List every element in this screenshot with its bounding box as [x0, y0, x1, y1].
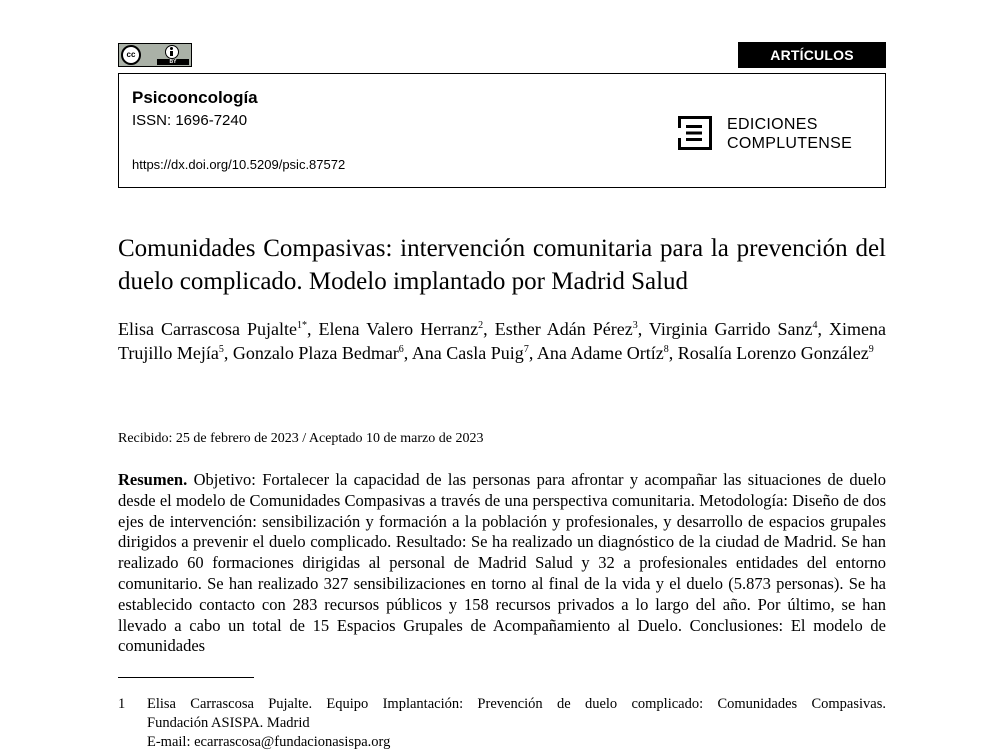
attribution-icon	[165, 45, 179, 59]
author-name: Ana Adame Ortíz	[536, 343, 664, 363]
author-affiliation-mark: 5	[218, 344, 224, 355]
cc-by-label: BY	[157, 59, 189, 65]
abstract-label: Resumen.	[118, 470, 188, 489]
author-affiliation-mark: 8	[663, 344, 669, 355]
author-affiliation-mark: 1*	[297, 320, 307, 331]
author-affiliation-mark: 9	[868, 344, 874, 355]
publisher-name	[727, 115, 852, 153]
footnote-number: 1	[118, 696, 126, 712]
publisher-name-line2: COMPLUTENSE	[727, 135, 853, 152]
ediciones-complutense-logo	[678, 116, 712, 150]
footnote-text	[147, 695, 886, 733]
footnote-rule	[118, 677, 254, 678]
footnote-line-1: Elisa Carrascosa Pujalte. Equipo Implantación: Prevención de duelo complicado: Comunidades Compasivas.	[147, 696, 886, 712]
journal-name: Psicooncología	[132, 88, 258, 107]
journal-issn: ISSN: 1696-7240	[132, 112, 248, 129]
author-name: Rosalía Lorenzo González	[677, 343, 869, 363]
author-name: Ximena Trujillo Mejía	[118, 319, 887, 363]
author-name: Esther Adán Pérez	[494, 319, 633, 339]
journal-doi-link[interactable]: https://dx.doi.org/10.5209/psic.87572	[132, 157, 346, 172]
author-affiliation-mark: 3	[632, 320, 638, 331]
section-tag: ARTÍCULOS	[738, 42, 886, 68]
footnote-line-2: Fundación ASISPA. Madrid	[147, 715, 310, 731]
article-title: Comunidades Compasivas: intervención comunitaria para la prevención del duelo complicado. Modelo implantado por Madrid Salud	[118, 235, 886, 295]
author-name: Gonzalo Plaza Bedmar	[232, 343, 399, 363]
abstract	[118, 470, 886, 657]
author-list: Elisa Carrascosa Pujalte$^{1*}$, Elena Valero Herranz$^2$, Esther Adán Pérez$^3$, Virginia Garrido Sanz$^4$, Ximena Trujillo Mejía$^5$, Gonzalo Plaza Bedmar$^6$, Ana Casla Puig$^7$, Ana Adame Ortíz$^8$, Rosalía Lorenzo González$^9$	[118, 319, 887, 363]
cc-by-license-badge	[118, 43, 192, 67]
abstract-text: Objetivo: Fortalecer la capacidad de las personas para afrontar y acompañar las situaciones de duelo desde el modelo de Comunidades Compasivas a través de una perspectiva comunitaria. Metodología: Diseño de dos ejes de intervención: sensibilización y formación a la población y profesionales, y desarrollo de espacios grupales dirigidos a prevenir el duelo complicado. Resultado: Se ha realizado un diagnóstico de la ciudad de Madrid. Se han realizado 60 formaciones dirigidas al personal de Madrid Salud y 32 a profesionales entidades del entorno comunitario. Se han realizado 327 sensibilizaciones en torno al final de la vida y el duelo (5.873 personas). Se ha establecido contacto con 283 recursos públicos y 158 recursos privados a lo largo del año. Por último, se han llevado a cabo un total de 15 Espacios Grupales de Acompañamiento al Duelo. Conclusiones: El modelo de comunidades	[118, 470, 887, 656]
creative-commons-icon: cc	[121, 45, 141, 65]
author-name: Elisa Carrascosa Pujalte	[118, 319, 297, 339]
author-affiliation-mark: 7	[523, 344, 529, 355]
author-affiliation-mark: 4	[812, 320, 818, 331]
author-name: Virginia Garrido Sanz	[648, 319, 813, 339]
author-name: Ana Casla Puig	[411, 343, 524, 363]
author-affiliation-mark: 6	[398, 344, 404, 355]
received-accepted-dates: Recibido: 25 de febrero de 2023 / Aceptado 10 de marzo de 2023	[118, 431, 484, 446]
author-name: Elena Valero Herranz	[318, 319, 479, 339]
journal-info-box	[118, 74, 886, 188]
footnote-email[interactable]: E-mail: ecarrascosa@fundacionasispa.org	[147, 734, 391, 750]
author-affiliation-mark: 2	[478, 320, 484, 331]
publisher-name-line1: EDICIONES	[727, 116, 818, 133]
